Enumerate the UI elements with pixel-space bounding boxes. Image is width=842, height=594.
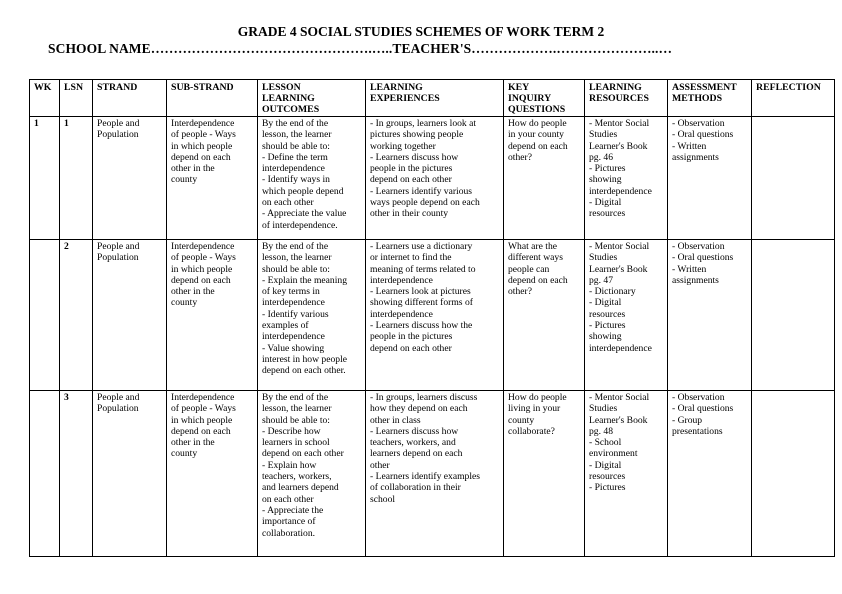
cell-learning-outcomes-line: of interdependence.: [262, 219, 338, 231]
cell-week: 1: [30, 117, 60, 240]
cell-learning-resources-line: - Digital: [589, 197, 622, 209]
cell-learning-outcomes: [258, 117, 366, 240]
cell-strand-line: People and: [97, 241, 140, 252]
cell-learning-outcomes-line: - Identify ways in: [262, 174, 330, 186]
cell-learning-experiences-line: - Learners discuss how the: [370, 320, 473, 332]
cell-learning-experiences-line: - In groups, learners discuss: [370, 392, 478, 403]
cell-lesson: 1: [60, 117, 93, 240]
cell-learning-resources-line: pg. 46: [589, 151, 613, 163]
cell-week: [30, 391, 60, 557]
cell-learning-outcomes-line: - Identify various: [262, 308, 329, 320]
cell-learning-outcomes-line: - Appreciate the value: [262, 208, 347, 220]
cell-learning-experiences-line: meaning of terms related to: [370, 263, 476, 275]
header-outcomes: [258, 80, 366, 117]
cell-assessment-methods-line: - Observation: [672, 241, 725, 252]
cell-learning-outcomes-line: of key terms in: [262, 286, 320, 298]
cell-learning-resources-line: pg. 47: [589, 274, 613, 286]
cell-learning-experiences-line: ways people depend on each: [370, 197, 480, 209]
cell-assessment-methods-line: assignments: [672, 151, 719, 163]
cell-learning-resources-line: interdependence: [589, 342, 652, 354]
cell-learning-outcomes-line: - Describe how: [262, 425, 321, 437]
cell-learning-resources-line: Learner's Book: [589, 414, 648, 426]
cell-learning-experiences-line: other in class: [370, 414, 421, 426]
header-assessment-line: METHODS: [672, 93, 723, 104]
cell-learning-experiences-line: learners depend on each: [370, 448, 463, 460]
cell-learning-outcomes-line: teachers, workers,: [262, 471, 332, 483]
cell-learning-experiences-line: - Learners look at pictures: [370, 286, 471, 298]
table-header-row: [30, 80, 835, 117]
cell-lesson: 2: [60, 240, 93, 391]
cell-learning-resources-line: - Mentor Social: [589, 241, 650, 252]
cell-learning-resources: [585, 117, 668, 240]
cell-sub-strand-line: other in the: [171, 163, 215, 175]
cell-key-inquiry-questions: [504, 117, 585, 240]
cell-sub-strand-line: Interdependence: [171, 392, 235, 403]
cell-learning-experiences: [366, 391, 504, 557]
cell-learning-resources-line: showing: [589, 331, 622, 343]
header-outcomes-line: LEARNING: [262, 93, 315, 104]
cell-learning-outcomes-line: - Explain the meaning: [262, 274, 347, 286]
cell-assessment-methods: [668, 117, 752, 240]
cell-learning-resources: [585, 391, 668, 557]
cell-sub-strand-line: depend on each: [171, 151, 231, 163]
header-resources-line: RESOURCES: [589, 93, 649, 104]
cell-strand: [93, 240, 167, 391]
cell-sub-strand-line: Interdependence: [171, 118, 235, 129]
cell-learning-outcomes-line: on each other: [262, 493, 314, 505]
cell-learning-outcomes-line: By the end of the: [262, 392, 329, 403]
cell-learning-resources: [585, 240, 668, 391]
cell-learning-outcomes: [258, 391, 366, 557]
cell-assessment-methods-line: - Oral questions: [672, 403, 734, 415]
header-questions-line: INQUIRY: [508, 93, 552, 104]
cell-key-inquiry-questions-line: different ways: [508, 252, 563, 264]
cell-sub-strand-line: depend on each: [171, 274, 231, 286]
cell-learning-resources-line: - Pictures: [589, 482, 626, 494]
cell-learning-experiences-line: - In groups, learners look at: [370, 118, 477, 129]
cell-lesson: 3: [60, 391, 93, 557]
cell-learning-outcomes-line: depend on each other.: [262, 365, 346, 377]
cell-learning-experiences-line: - Learners use a dictionary: [370, 241, 473, 252]
cell-key-inquiry-questions-line: depend on each: [508, 274, 568, 286]
cell-learning-resources-line: Learner's Book: [589, 140, 648, 152]
cell-strand-line: People and: [97, 118, 140, 129]
cell-learning-outcomes-line: examples of: [262, 320, 309, 332]
cell-reflection: [752, 117, 835, 240]
cell-assessment-methods-line: - Group: [672, 414, 703, 426]
cell-learning-outcomes-line: on each other: [262, 197, 314, 209]
cell-sub-strand: [167, 117, 258, 240]
cell-learning-outcomes-line: interest in how people: [262, 353, 347, 365]
cell-learning-experiences-line: working together: [370, 140, 436, 152]
cell-key-inquiry-questions-line: other?: [508, 151, 532, 163]
header-experiences-line: LEARNING: [370, 82, 423, 93]
cell-learning-outcomes-line: interdependence: [262, 297, 325, 309]
cell-sub-strand: [167, 240, 258, 391]
header-questions-line: KEY: [508, 82, 530, 93]
cell-assessment-methods-line: presentations: [672, 425, 723, 437]
cell-learning-outcomes-line: - Define the term: [262, 151, 328, 163]
cell-key-inquiry-questions-line: What are the: [508, 241, 558, 252]
cell-sub-strand-line: in which people: [171, 140, 233, 152]
cell-learning-outcomes-line: and learners depend: [262, 482, 339, 494]
cell-learning-resources-line: - Mentor Social: [589, 118, 650, 129]
cell-sub-strand-line: other in the: [171, 286, 215, 298]
cell-key-inquiry-questions-line: collaborate?: [508, 425, 555, 437]
header-outcomes-line: OUTCOMES: [262, 104, 320, 115]
cell-assessment-methods-line: - Observation: [672, 118, 725, 129]
cell-learning-experiences: [366, 117, 504, 240]
cell-learning-resources-line: resources: [589, 308, 626, 320]
cell-sub-strand-line: other in the: [171, 437, 215, 449]
cell-learning-outcomes-line: which people depend: [262, 185, 344, 197]
cell-learning-resources-line: - Pictures: [589, 320, 626, 332]
cell-learning-experiences-line: or internet to find the: [370, 252, 452, 264]
cell-learning-experiences-line: - Learners discuss how: [370, 151, 459, 163]
cell-key-inquiry-questions-line: people can: [508, 263, 550, 275]
cell-key-inquiry-questions-line: in your county: [508, 129, 564, 141]
cell-learning-resources-line: Studies: [589, 252, 618, 264]
cell-reflection: [752, 391, 835, 557]
cell-strand: [93, 117, 167, 240]
cell-learning-resources-line: Studies: [589, 129, 618, 141]
cell-key-inquiry-questions-line: county: [508, 414, 535, 426]
cell-learning-resources-line: - Digital: [589, 297, 622, 309]
cell-learning-outcomes-line: learners in school: [262, 437, 330, 449]
cell-learning-outcomes-line: depend on each other: [262, 448, 344, 460]
cell-learning-resources-line: pg. 48: [589, 425, 613, 437]
cell-learning-outcomes-line: By the end of the: [262, 118, 329, 129]
cell-learning-experiences-line: other: [370, 459, 390, 471]
header-resources-line: LEARNING: [589, 82, 642, 93]
cell-learning-experiences-line: - Learners identify various: [370, 185, 473, 197]
document-title: GRADE 4 SOCIAL STUDIES SCHEMES OF WORK TERM 2: [237, 24, 605, 39]
cell-learning-outcomes-line: lesson, the learner: [262, 129, 332, 141]
cell-assessment-methods: [668, 391, 752, 557]
table-row: [30, 391, 835, 557]
cell-learning-experiences-line: teachers, workers, and: [370, 437, 456, 449]
cell-learning-resources-line: resources: [589, 471, 626, 483]
cell-learning-resources-line: - Digital: [589, 459, 622, 471]
cell-learning-outcomes-line: should be able to:: [262, 414, 330, 426]
cell-learning-outcomes-line: interdependence: [262, 331, 325, 343]
cell-learning-resources-line: resources: [589, 208, 626, 220]
cell-assessment-methods-line: - Oral questions: [672, 252, 734, 264]
cell-sub-strand-line: depend on each: [171, 425, 231, 437]
cell-strand-line: Population: [97, 129, 139, 141]
cell-sub-strand-line: county: [171, 297, 198, 309]
cell-learning-outcomes-line: importance of: [262, 516, 316, 528]
header-questions-line: QUESTIONS: [508, 104, 566, 115]
cell-sub-strand-line: Interdependence: [171, 241, 235, 252]
cell-learning-resources-line: Learner's Book: [589, 263, 648, 275]
cell-learning-outcomes-line: - Appreciate the: [262, 504, 324, 516]
cell-learning-experiences-line: showing different forms of: [370, 297, 473, 309]
cell-sub-strand-line: of people - Ways: [171, 129, 236, 141]
cell-strand-line: Population: [97, 252, 139, 264]
header-assessment-line: ASSESSMENT: [672, 82, 737, 93]
cell-key-inquiry-questions-line: How do people: [508, 118, 567, 129]
table-row: [30, 117, 835, 240]
cell-learning-experiences-line: other in their county: [370, 208, 449, 220]
cell-learning-experiences-line: depend on each other: [370, 342, 452, 354]
cell-sub-strand-line: in which people: [171, 263, 233, 275]
header-wk: WK: [30, 80, 60, 117]
cell-week: [30, 240, 60, 391]
cell-learning-experiences-line: how they depend on each: [370, 403, 468, 415]
cell-learning-resources-line: Studies: [589, 403, 618, 415]
header-assessment: [668, 80, 752, 117]
cell-learning-experiences-line: interdependence: [370, 308, 433, 320]
cell-sub-strand-line: of people - Ways: [171, 252, 236, 264]
cell-learning-experiences-line: - Learners discuss how: [370, 425, 459, 437]
cell-assessment-methods-line: - Written: [672, 140, 707, 152]
cell-assessment-methods-line: - Observation: [672, 392, 725, 403]
cell-learning-outcomes-line: By the end of the: [262, 241, 329, 252]
school-teacher-line: SCHOOL NAME………………………………………….…..TEACHER'S……………….…………………..…: [48, 41, 673, 56]
cell-assessment-methods-line: - Oral questions: [672, 129, 734, 141]
table-row: [30, 240, 835, 391]
cell-learning-resources-line: - School: [589, 437, 622, 449]
cell-learning-resources-line: interdependence: [589, 185, 652, 197]
cell-learning-experiences-line: people in the pictures: [370, 163, 453, 175]
cell-learning-resources-line: showing: [589, 174, 622, 186]
cell-strand-line: People and: [97, 392, 140, 403]
cell-learning-outcomes-line: should be able to:: [262, 263, 330, 275]
cell-learning-experiences: [366, 240, 504, 391]
cell-learning-experiences-line: pictures showing people: [370, 129, 464, 141]
cell-learning-experiences-line: school: [370, 493, 396, 505]
cell-assessment-methods: [668, 240, 752, 391]
header-lsn: LSN: [60, 80, 93, 117]
cell-strand: [93, 391, 167, 557]
header-resources: [585, 80, 668, 117]
cell-learning-experiences-line: people in the pictures: [370, 331, 453, 343]
cell-sub-strand-line: in which people: [171, 414, 233, 426]
cell-learning-outcomes-line: should be able to:: [262, 140, 330, 152]
cell-learning-experiences-line: - Learners identify examples: [370, 471, 481, 483]
cell-learning-resources-line: - Pictures: [589, 163, 626, 175]
cell-learning-outcomes-line: collaboration.: [262, 527, 316, 539]
cell-learning-experiences-line: depend on each other: [370, 174, 452, 186]
schemes-of-work-table: [29, 79, 835, 557]
cell-learning-experiences-line: of collaboration in their: [370, 482, 461, 494]
cell-reflection: [752, 240, 835, 391]
cell-key-inquiry-questions-line: other?: [508, 286, 532, 298]
cell-learning-resources-line: - Mentor Social: [589, 392, 650, 403]
header-sub-strand: SUB-STRAND: [167, 80, 258, 117]
cell-key-inquiry-questions: [504, 391, 585, 557]
cell-learning-experiences-line: interdependence: [370, 274, 433, 286]
cell-learning-outcomes: [258, 240, 366, 391]
cell-key-inquiry-questions-line: depend on each: [508, 140, 568, 152]
header-experiences: [366, 80, 504, 117]
cell-assessment-methods-line: assignments: [672, 274, 719, 286]
cell-key-inquiry-questions: [504, 240, 585, 391]
header-experiences-line: EXPERIENCES: [370, 93, 440, 104]
cell-learning-outcomes-line: - Value showing: [262, 342, 325, 354]
cell-learning-outcomes-line: lesson, the learner: [262, 403, 332, 415]
cell-learning-resources-line: - Dictionary: [589, 286, 636, 298]
header-questions: [504, 80, 585, 117]
header-strand: STRAND: [93, 80, 167, 117]
cell-sub-strand-line: of people - Ways: [171, 403, 236, 415]
cell-key-inquiry-questions-line: How do people: [508, 392, 567, 403]
header-reflection: REFLECTION: [752, 80, 835, 117]
header-outcomes-line: LESSON: [262, 82, 301, 93]
cell-learning-resources-line: environment: [589, 448, 638, 460]
cell-sub-strand: [167, 391, 258, 557]
cell-assessment-methods-line: - Written: [672, 263, 707, 275]
cell-sub-strand-line: county: [171, 448, 198, 460]
cell-key-inquiry-questions-line: living in your: [508, 403, 561, 415]
cell-sub-strand-line: county: [171, 174, 198, 186]
cell-learning-outcomes-line: lesson, the learner: [262, 252, 332, 264]
cell-learning-outcomes-line: - Explain how: [262, 459, 317, 471]
table-body: [30, 117, 835, 557]
cell-learning-outcomes-line: interdependence: [262, 163, 325, 175]
cell-strand-line: Population: [97, 403, 139, 415]
